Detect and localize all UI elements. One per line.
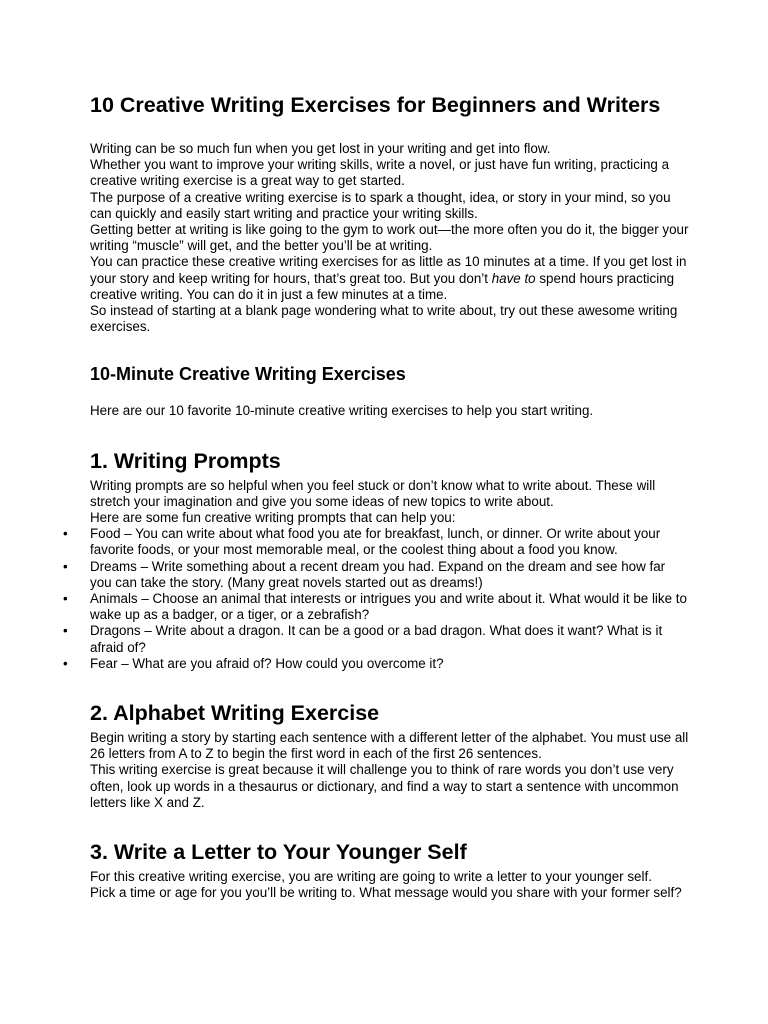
list-item-text: Dragons – Write about a dragon. It can be a good or a bad dragon. What does it want? What is it afraid of? [90,623,663,655]
list-item-fear [63,655,690,672]
document-title: 10 Creative Writing Exercises for Beginners and Writers [90,93,661,117]
list-item-text: Food – You can write about what food you ate for breakfast, lunch, or dinner. Or write about your favorite foods, or your most memorable meal, or the coolest thing about a food you know. [90,526,661,558]
practice-emphasis: have to [491,270,536,286]
exercise-1-text-1: Writing prompts are so helpful when you feel stuck or don’t know what to write about. These will stretch your imagination and give you some ideas of new topics to write about. [90,477,656,509]
closing-paragraph: So instead of starting at a blank page wondering what to write about, try out these awesome writing exercises. [90,303,678,335]
bullet-marker: • [63,623,68,639]
intro-paragraph-2: Whether you want to improve your writing skills, write a novel, or just have fun writing, practicing a creative writing exercise is a great way to get started. [90,157,670,189]
section-intro: Here are our 10 favorite 10-minute creative writing exercises to help you start writing. [90,403,594,419]
bullet-marker: • [63,591,68,607]
exercise-3-text-2: Pick a time or age for you you’ll be writing to. What message would you share with your former self? [90,885,682,901]
list-item-text: Fear – What are you afraid of? How could you overcome it? [90,655,444,671]
exercise-2-text-1: Begin writing a story by starting each sentence with a different letter of the alphabet. You must use all 26 letters from A to Z to begin the first word in each of the first 26 sentences. [90,730,689,762]
exercise-2-text-2: This writing exercise is great because it will challenge you to think of rare words you don’t use very often, look up words in a thesaurus or dictionary, and find a way to start a sentence with uncommon letters like X and Z. [90,762,679,810]
practice-text-after: spend hours practicing creative writing. You can do it in just a few minutes at a time. [90,270,675,302]
list-item-dreams [63,558,690,591]
bullet-marker: • [63,526,68,542]
intro-paragraph-4: Getting better at writing is like going to the gym to work out—the more often you do it, the bigger your writing “muscle” will get, and the better you’ll be at writing. [90,222,689,254]
practice-text-before: You can practice these creative writing exercises for as little as 10 minutes at a time. If you get lost in your story and keep writing for hours, that’s great too. But you don’t [90,254,687,286]
list-item-food [63,526,690,558]
document-page [63,92,690,902]
intro-paragraph-1: Writing can be so much fun when you get lost in your writing and get into flow. [90,141,551,156]
writing-prompts-list [63,526,690,672]
list-item-text: Dreams – Write something about a recent dream you had. Expand on the dream and see how far you can take the story. (Many great novels started out as dreams!) [90,558,666,590]
list-item-animals [63,591,690,623]
list-item-text: Animals – Choose an animal that interests or intrigues you and write about it. What would it be like to wake up as a badger, or a tiger, or a zebrafish? [90,591,687,623]
bullet-marker: • [63,558,68,574]
bullet-marker: • [63,655,68,671]
exercise-3-text-1: For this creative writing exercise, you are writing are going to write a letter to your younger self. [90,869,652,885]
exercise-1-text-2: Here are some fun creative writing prompts that can help you: [90,510,456,526]
intro-paragraph-3: The purpose of a creative writing exercise is to spark a thought, idea, or story in your mind, so you can quickly and easily start writing and practice your writing skills. [90,189,671,221]
practice-paragraph [90,254,690,303]
exercise-2-heading: 2. Alphabet Writing Exercise [90,701,380,726]
list-item-dragons [63,623,690,655]
exercise-3-heading: 3. Write a Letter to Your Younger Self [90,840,467,865]
section-heading: 10-Minute Creative Writing Exercises [90,364,406,385]
exercise-1-heading: 1. Writing Prompts [90,448,281,473]
